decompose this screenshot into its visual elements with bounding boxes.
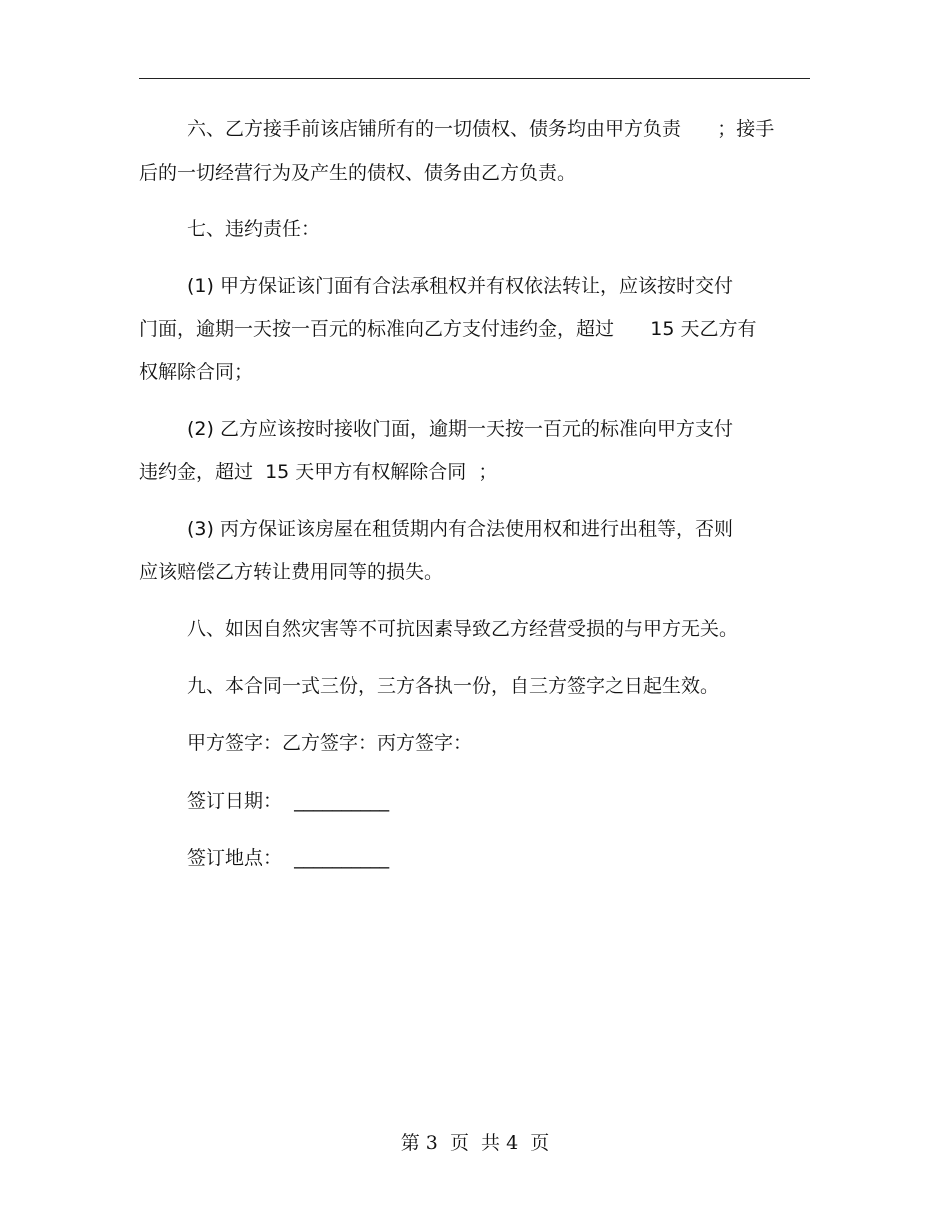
clause-8: 八、如因自然灾害等不可抗因素导致乙方经营受损的与甲方无关。	[187, 618, 739, 640]
page-number-footer: 第 3 页 共 4 页	[400, 1132, 550, 1154]
sign-date-label: 签订日期：	[187, 790, 283, 812]
clause-7-1-line-2: 门面，逾期一天按一百元的标准向乙方支付违约金，超过 15 天乙方有	[139, 318, 757, 340]
sign-place-label: 签订地点：	[187, 847, 283, 869]
clause-6-line-1: 六、乙方接手前该店铺所有的一切债权、债务均由甲方负责 ；接手	[187, 118, 775, 140]
clause-7-1-line-3: 权解除合同；	[139, 361, 254, 383]
header-rule	[139, 78, 810, 79]
sign-place-blank: __________	[294, 847, 390, 869]
sign-date-blank: __________	[294, 790, 390, 812]
clause-7-1-line-1: (1) 甲方保证该门面有合法承租权并有权依法转让，应该按时交付	[187, 275, 733, 297]
clause-6-line-2: 后的一切经营行为及产生的债权、债务由乙方负责。	[139, 162, 577, 184]
sign-date	[187, 789, 389, 813]
clause-9: 九、本合同一式三份，三方各执一份，自三方签字之日起生效。	[187, 675, 720, 697]
clause-7-2-line-1: (2) 乙方应该按时接收门面，逾期一天按一百元的标准向甲方支付	[187, 418, 733, 440]
clause-7-3-line-1: (3) 丙方保证该房屋在租赁期内有合法使用权和进行出租等，否则	[187, 518, 733, 540]
clause-7-heading: 七、违约责任：	[187, 218, 321, 240]
clause-7-3-line-2: 应该赔偿乙方转让费用同等的损失。	[139, 561, 444, 583]
signature-line: 甲方签字：乙方签字：丙方签字：	[187, 732, 473, 754]
clause-7-2-line-2: 违约金，超过 15 天甲方有权解除合同 ；	[139, 461, 498, 483]
sign-place	[187, 846, 389, 870]
